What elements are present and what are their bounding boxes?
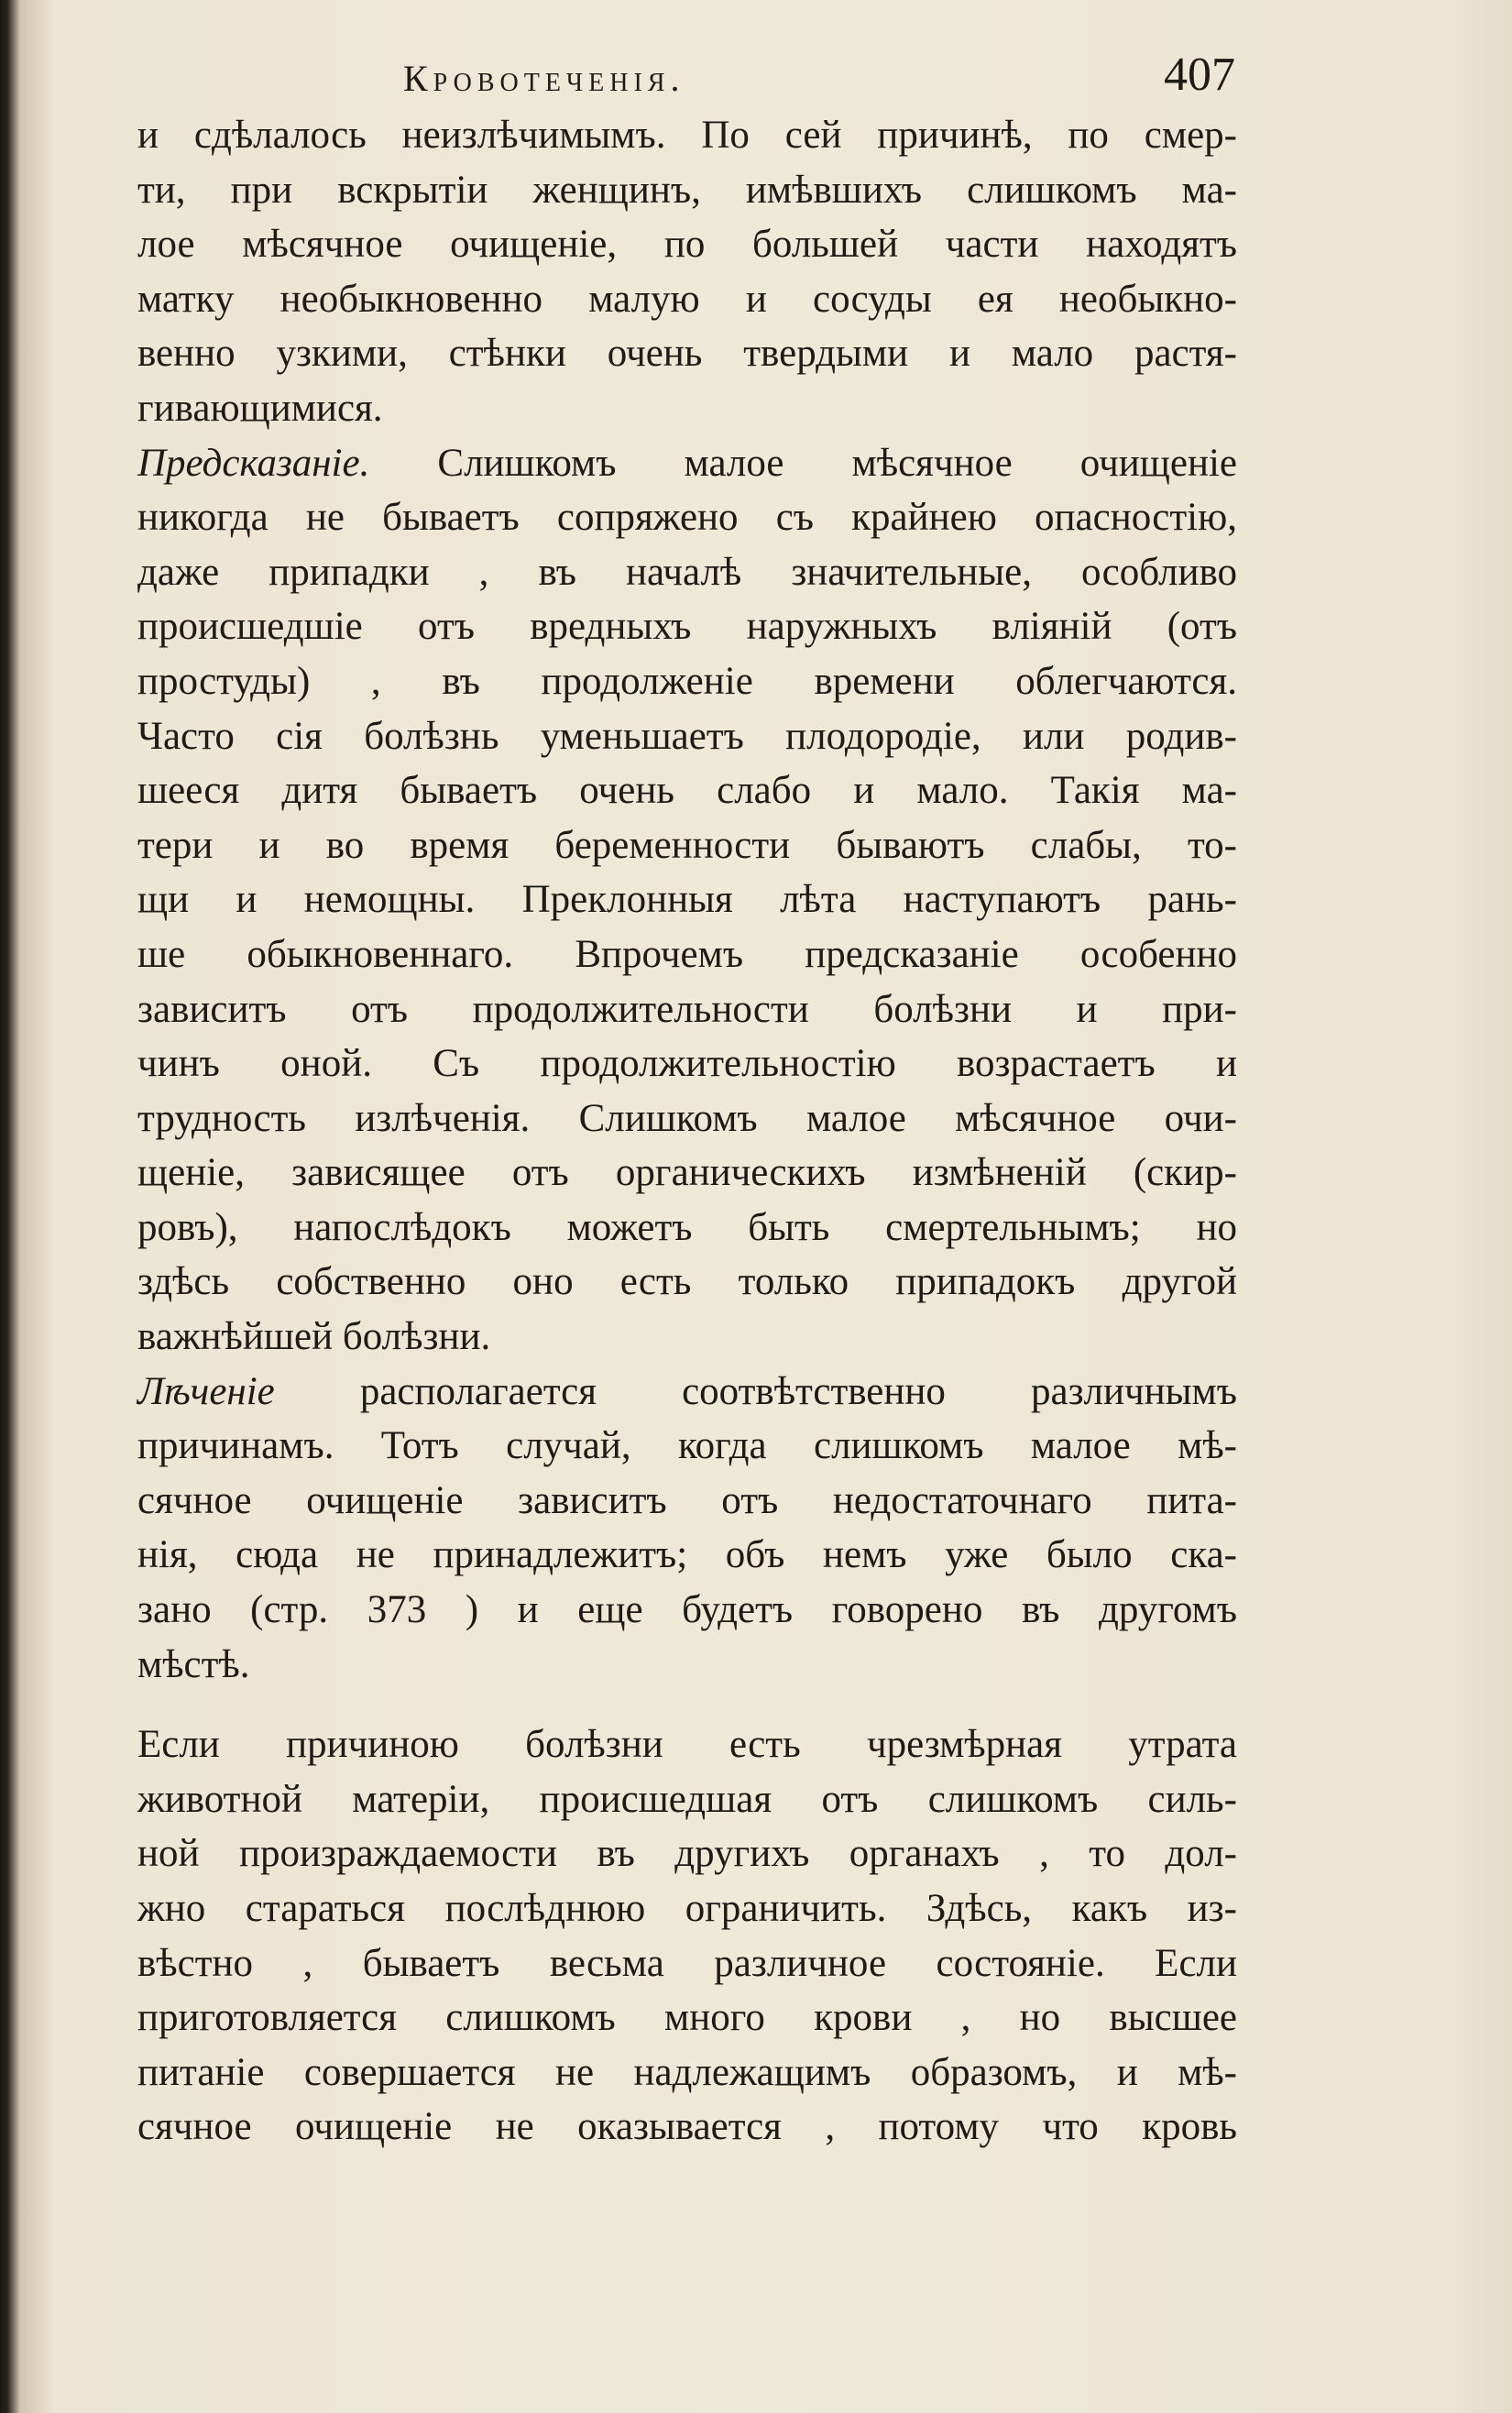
text-line: сячное очищеніе не оказывается , потому что кровь	[137, 2105, 1237, 2149]
text-line: сячное очищеніе зависитъ отъ недостаточнаго пита-	[137, 1478, 1237, 1522]
page-header	[137, 48, 1237, 112]
text-line: ти, при вскрытіи женщинъ, имѣвшихъ слишкомъ ма-	[137, 168, 1237, 212]
text-line: зависитъ отъ продолжительности болѣзни и при-	[137, 987, 1237, 1031]
text-line: нія, сюда не принадлежитъ; объ немъ уже было ска-	[137, 1533, 1237, 1577]
text-line: никогда не бываетъ сопряжено съ крайнею опасностію,	[137, 496, 1237, 540]
text-line: вѣстно , бываетъ весьма различное состояніе. Если	[137, 1941, 1237, 1985]
text-line: происшедшіе отъ вредныхъ наружныхъ вліяній (отъ	[137, 605, 1237, 649]
paragraph-gap	[137, 1692, 1237, 1717]
text-line: зано (стр. 373 ) и еще будетъ говорено въ другомъ	[137, 1588, 1237, 1632]
paragraph-treatment	[137, 1365, 1237, 1693]
text-line: жно стараться послѣднюю ограничить. Здѣсь, какъ из-	[137, 1887, 1237, 1930]
text-line: гивающимися.	[137, 386, 383, 430]
text-line: питаніе совершается не надлежащимъ образомъ, и мѣ-	[137, 2050, 1237, 2094]
paragraph-1	[137, 108, 1237, 436]
text-line: причинамъ. Тотъ случай, когда слишкомъ малое мѣ-	[137, 1424, 1237, 1468]
body-text	[137, 108, 1237, 2155]
text-line: шееся дитя бываетъ очень слабо и мало. Такія ма-	[137, 769, 1237, 813]
text-line: венно узкими, стѣнки очень твердыми и мало растя-	[137, 332, 1237, 376]
text-line: трудность излѣченія. Слишкомъ малое мѣсячное очи-	[137, 1096, 1237, 1140]
text-line	[137, 1365, 1237, 1420]
paragraph-prognosis	[137, 436, 1237, 1365]
section-lead-treatment: Лѣченіе	[137, 1369, 275, 1413]
text-line: Часто сія болѣзнь уменьшаетъ плодородіе, или родив-	[137, 714, 1237, 758]
text-line: ровъ), напослѣдокъ можетъ быть смертельнымъ; но	[137, 1205, 1237, 1249]
text-line: Если причиною болѣзни есть чрезмѣрная утрата	[137, 1723, 1237, 1767]
text-fragment: Слишкомъ малое мѣсячное очищеніе	[369, 441, 1237, 485]
section-lead-prognosis: Предсказаніе.	[137, 441, 370, 485]
text-line: щи и немощны. Преклонныя лѣта наступаютъ рань-	[137, 878, 1237, 922]
text-line: животной матеріи, происшедшая отъ слишкомъ силь-	[137, 1777, 1237, 1821]
text-line: простуды) , въ продолженіе времени облегчаются.	[137, 659, 1237, 703]
text-line: приготовляется слишкомъ много крови , но высшее	[137, 1996, 1237, 2040]
text-fragment: располагается соотвѣтственно различнымъ	[274, 1369, 1237, 1413]
text-line: чинъ оной. Съ продолжительностію возрастаетъ и	[137, 1042, 1237, 1086]
text-line: ше обыкновеннаго. Впрочемъ предсказаніе особенно	[137, 932, 1237, 976]
text-line: мѣстѣ.	[137, 1642, 250, 1686]
text-line: важнѣйшей болѣзни.	[137, 1315, 491, 1359]
text-line: ной произраждаемости въ другихъ органахъ , то дол-	[137, 1832, 1237, 1876]
text-line	[137, 436, 1237, 491]
page-number: 407	[1164, 49, 1235, 101]
text-line: щеніе, зависящее отъ органическихъ измѣненій (скир-	[137, 1151, 1237, 1195]
paragraph-4	[137, 1717, 1237, 2155]
text-line: тери и во время беременности бываютъ слабы, то-	[137, 823, 1237, 867]
text-line: здѣсь собственно оно есть только припадокъ другой	[137, 1260, 1237, 1304]
text-line: даже припадки , въ началѣ значительные, особливо	[137, 550, 1237, 594]
running-title: Кровотеченія.	[403, 58, 685, 99]
text-line: матку необыкновенно малую и сосуды ея необыкно-	[137, 277, 1237, 321]
text-line: лое мѣсячное очищеніе, по большей части находятъ	[137, 223, 1237, 267]
text-line: и сдѣлалось неизлѣчимымъ. По сей причинѣ, по смер-	[137, 114, 1237, 157]
